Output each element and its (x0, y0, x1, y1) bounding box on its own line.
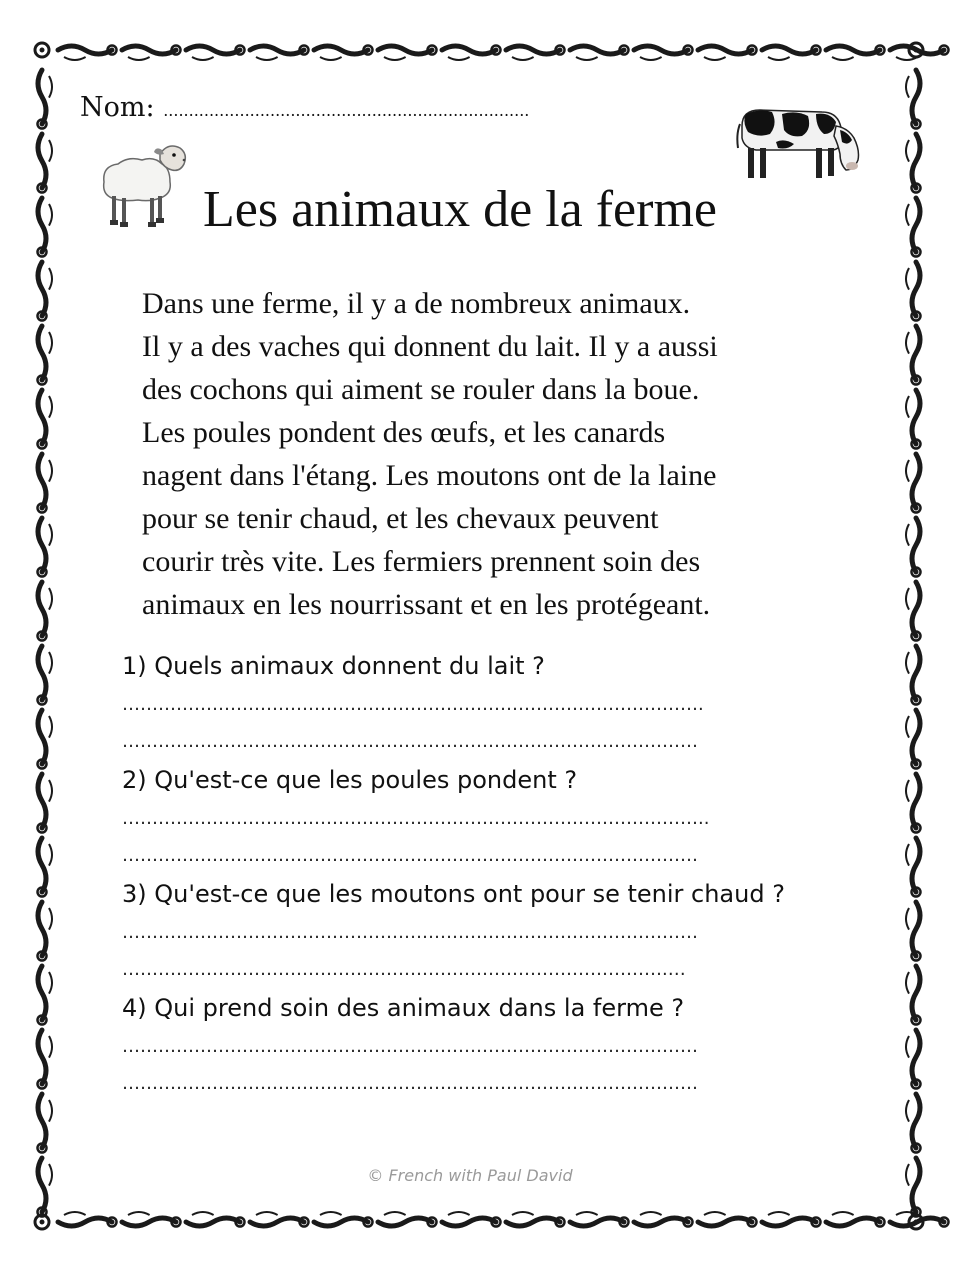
answer-line[interactable]: ……………………………………………………………………………………. (122, 694, 704, 715)
passage-line: des cochons qui aiment se rouler dans la boue. (142, 373, 700, 406)
question-list (122, 646, 862, 1102)
passage-line: courir très vite. Les fermiers prennent soin des (142, 545, 701, 578)
name-label: Nom: (80, 92, 155, 123)
question-1: 1) Quels animaux donnent du lait ? (122, 652, 545, 680)
question-3: 3) Qu'est-ce que les moutons ont pour se tenir chaud ? (122, 880, 785, 908)
question-4: 4) Qui prend soin des animaux dans la ferme ? (122, 994, 685, 1022)
reading-passage (142, 282, 862, 626)
passage-line: Il y a des vaches qui donnent du lait. Il y a aussi (142, 330, 718, 363)
page-title: Les animaux de la ferme (203, 181, 717, 238)
answer-line[interactable]: …………………………………………………………………………………… (122, 1036, 698, 1057)
passage-line: nagent dans l'étang. Les moutons ont de la laine (142, 459, 717, 492)
copyright-footer: © French with Paul David (367, 1166, 573, 1185)
name-blank-line[interactable]: ........................................................................ (163, 101, 530, 120)
answer-line[interactable]: …………………………………………………………………………………… (122, 845, 698, 866)
question-2: 2) Qu'est-ce que les poules pondent ? (122, 766, 578, 794)
answer-line[interactable]: …………………………………………………………………………………… (122, 922, 698, 943)
answer-line[interactable]: …………………………………………………………………………………….. (122, 808, 710, 829)
name-field[interactable] (80, 92, 529, 123)
passage-line: animaux en les nourrissant et en les protégeant. (142, 588, 711, 621)
passage-line: Les poules pondent des œufs, et les canards (142, 416, 666, 449)
cow-icon (736, 104, 866, 186)
passage-line: Dans une ferme, il y a de nombreux animaux. (142, 287, 691, 320)
answer-line[interactable]: …………………………………………………………………………………… (122, 731, 698, 752)
passage-line: pour se tenir chaud, et les chevaux peuvent (142, 502, 659, 535)
answer-line[interactable]: ……………………………………………………………………………….… (122, 959, 686, 980)
sheep-icon (98, 138, 190, 230)
answer-line[interactable]: …………………………………………………………………………………… (122, 1073, 698, 1094)
